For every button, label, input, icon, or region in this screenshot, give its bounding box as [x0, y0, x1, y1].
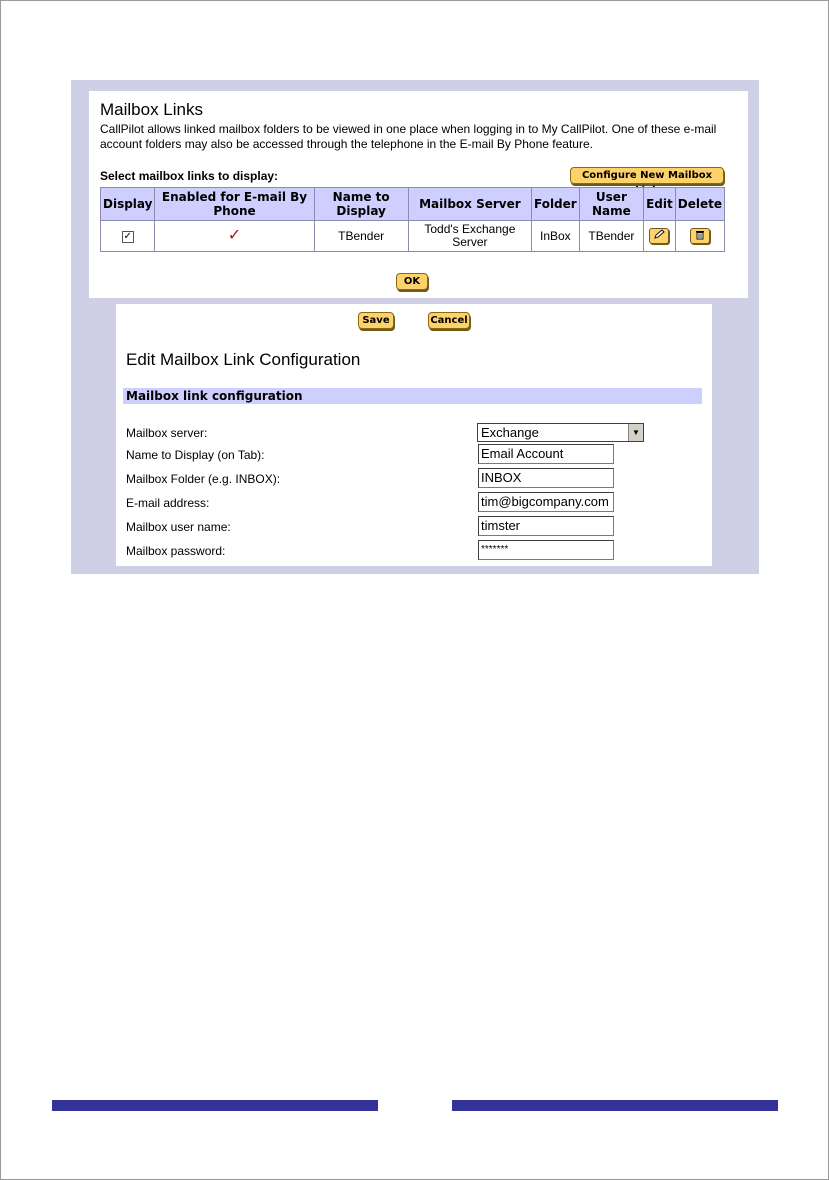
ok-button[interactable]: OK	[396, 273, 428, 290]
folder-cell: InBox	[531, 221, 579, 252]
mailbox-links-title: Mailbox Links	[100, 100, 203, 119]
name-to-display-label: Name to Display (on Tab):	[126, 448, 265, 462]
column-header-folder: Folder	[531, 188, 579, 221]
edit-config-panel	[116, 304, 712, 566]
cancel-button[interactable]: Cancel	[428, 312, 470, 329]
delete-cell	[675, 221, 724, 252]
mailbox-user-name-field[interactable]: timster	[478, 516, 614, 536]
display-cell	[101, 221, 155, 252]
checkmark-icon: ✓	[227, 227, 242, 244]
mailbox-folder-field[interactable]: INBOX	[478, 468, 614, 488]
name-to-display-field[interactable]: Email Account	[478, 444, 614, 464]
email-by-phone-cell	[155, 221, 314, 252]
user-cell: TBender	[579, 221, 643, 252]
select-links-label: Select mailbox links to display:	[100, 169, 279, 183]
edit-cell	[644, 221, 676, 252]
column-header-email-by-phone: Enabled for E-mail By Phone	[155, 188, 314, 221]
table-header-row	[101, 188, 725, 221]
section-header: Mailbox link configuration	[123, 388, 702, 404]
trash-icon[interactable]	[690, 228, 710, 244]
edit-config-title: Edit Mailbox Link Configuration	[126, 350, 361, 369]
mailbox-folder-label: Mailbox Folder (e.g. INBOX):	[126, 472, 281, 486]
column-header-display: Display	[101, 188, 155, 221]
mailbox-server-value: Exchange	[481, 425, 539, 440]
pencil-icon[interactable]	[649, 228, 669, 244]
mailbox-password-field[interactable]: *******	[478, 540, 614, 560]
mailbox-user-name-label: Mailbox user name:	[126, 520, 231, 534]
column-header-name: Name to Display	[314, 188, 408, 221]
mailbox-server-label: Mailbox server:	[126, 426, 208, 440]
server-cell: Todd's Exchange Server	[408, 221, 531, 252]
chevron-down-icon[interactable]: ▼	[628, 424, 643, 441]
display-checkbox[interactable]	[122, 231, 134, 243]
mailbox-links-panel	[89, 91, 748, 298]
mailbox-server-select[interactable]	[477, 423, 644, 442]
column-header-delete: Delete	[675, 188, 724, 221]
table-row	[101, 221, 725, 252]
mailbox-links-table	[100, 187, 725, 252]
configure-new-mailbox-link-button[interactable]: Configure New Mailbox	[570, 167, 724, 184]
footer-bar-right	[452, 1100, 778, 1111]
email-address-label: E-mail address:	[126, 496, 210, 510]
save-button[interactable]: Save	[358, 312, 394, 329]
footer-bar-left	[52, 1100, 378, 1111]
email-address-field[interactable]: tim@bigcompany.com	[478, 492, 614, 512]
checkbox-check-icon: ✓	[123, 231, 132, 242]
name-cell: TBender	[314, 221, 408, 252]
mailbox-links-description: CallPilot allows linked mailbox folders to be viewed in one place when logging in to My CallPilot. One of these e-mail account folders may also be accessed through the telephone in the E-mail By Phone feature.	[100, 122, 717, 151]
column-header-user: User Name	[579, 188, 643, 221]
column-header-server: Mailbox Server	[408, 188, 531, 221]
column-header-edit: Edit	[644, 188, 676, 221]
mailbox-password-label: Mailbox password:	[126, 544, 226, 558]
